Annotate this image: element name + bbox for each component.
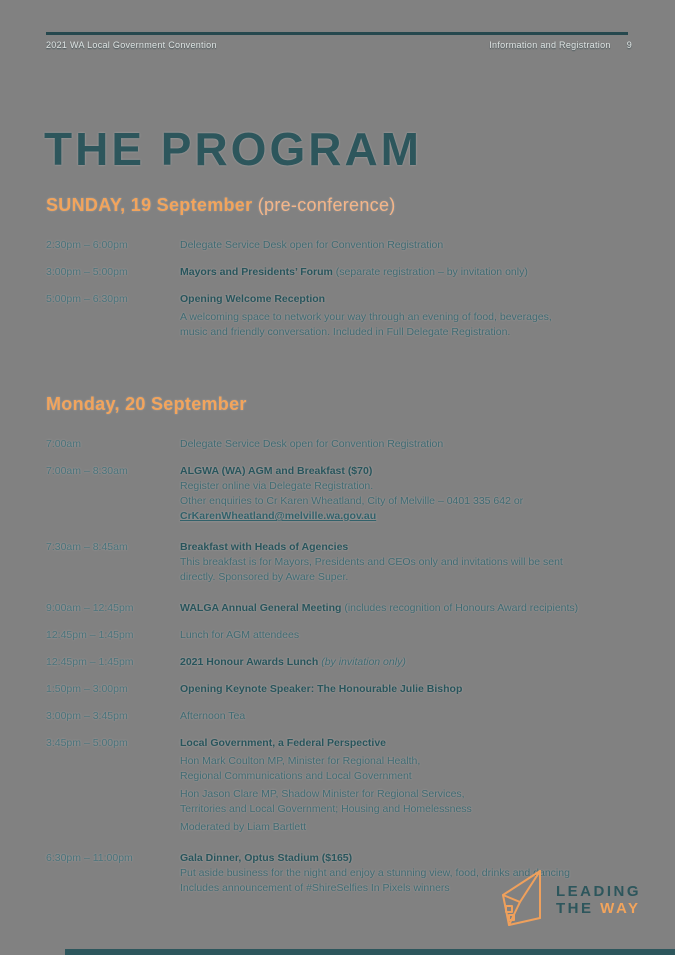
header-right-group bbox=[489, 40, 632, 50]
event-title: Opening Welcome Reception bbox=[180, 293, 326, 305]
event-title: Gala Dinner, Optus Stadium ($165) bbox=[180, 852, 353, 864]
event-description-line: Hon Jason Clare MP, Shadow Minister for Regional Services, bbox=[180, 788, 465, 800]
schedule-row bbox=[46, 238, 632, 253]
header-right-text: Information and Registration bbox=[489, 40, 611, 50]
event-text: Delegate Service Desk open for Convention Registration bbox=[180, 438, 444, 450]
schedule-content bbox=[46, 195, 632, 912]
header-left-text: 2021 WA Local Government Convention bbox=[46, 40, 217, 50]
event-description-line: Other enquiries to Cr Karen Wheatland, City of Melville – 0401 335 642 or bbox=[180, 495, 524, 507]
leading-the-way-logo-icon bbox=[496, 868, 548, 931]
page-title: THE PROGRAM bbox=[44, 123, 422, 175]
event-time: 12:45pm – 1:45pm bbox=[46, 656, 134, 668]
schedule-row bbox=[46, 292, 632, 340]
event-title: Mayors and Presidents’ Forum bbox=[180, 266, 333, 278]
schedule-row bbox=[46, 628, 632, 643]
event-time: 2:30pm – 6:00pm bbox=[46, 239, 128, 251]
event-time: 3:00pm – 5:00pm bbox=[46, 266, 128, 278]
event-description-line: music and friendly conversation. Included in Full Delegate Registration. bbox=[180, 326, 511, 338]
event-description-line: Register online via Delegate Registration. bbox=[180, 480, 374, 492]
event-title: Local Government, a Federal Perspective bbox=[180, 737, 387, 749]
schedule-row bbox=[46, 709, 632, 724]
page-header bbox=[46, 40, 632, 50]
event-text: Lunch for AGM attendees bbox=[180, 629, 300, 641]
section-heading-monday bbox=[46, 394, 632, 415]
event-title-suffix: (by invitation only) bbox=[318, 656, 406, 668]
event-time: 6:30pm – 11:00pm bbox=[46, 852, 133, 864]
logo-text bbox=[556, 883, 641, 917]
event-time: 7:30am – 8:45am bbox=[46, 541, 128, 553]
logo-the: THE bbox=[556, 899, 601, 917]
event-title: Breakfast with Heads of Agencies bbox=[180, 541, 349, 553]
footer-logo bbox=[496, 868, 641, 931]
event-description-line: A welcoming space to network your way through an evening of food, beverages, bbox=[180, 311, 552, 323]
logo-way: WAY bbox=[600, 899, 641, 917]
section-gap bbox=[46, 356, 632, 394]
schedule-row bbox=[46, 736, 632, 835]
event-time: 9:00am – 12:45pm bbox=[46, 602, 134, 614]
event-description-line: directly. Sponsored by Aware Super. bbox=[180, 571, 349, 583]
event-description-line: Put aside business for the night and enjoy a stunning view, food, drinks and dancing bbox=[180, 867, 570, 879]
sunday-heading-bold: SUNDAY, 19 September bbox=[46, 195, 253, 215]
event-title-suffix: (includes recognition of Honours Award recipients) bbox=[341, 602, 579, 614]
event-time: 3:00pm – 3:45pm bbox=[46, 710, 128, 722]
schedule-row bbox=[46, 464, 632, 524]
schedule-row bbox=[46, 540, 632, 585]
event-description-line: Regional Communications and Local Government bbox=[180, 770, 412, 782]
event-time: 3:45pm – 5:00pm bbox=[46, 737, 128, 749]
event-description-line: Moderated by Liam Bartlett bbox=[180, 821, 307, 833]
schedule-row bbox=[46, 655, 632, 670]
event-time: 7:00am – 8:30am bbox=[46, 465, 128, 477]
event-description-line: This breakfast is for Mayors, Presidents and CEOs only and invitations will be sent bbox=[180, 556, 563, 568]
schedule-row bbox=[46, 682, 632, 697]
sunday-heading-suffix: (pre-conference) bbox=[252, 195, 396, 215]
email-link[interactable]: CrKarenWheatland@melville.wa.gov.au bbox=[180, 510, 377, 522]
event-description-line: Includes announcement of #ShireSelfies In Pixels winners bbox=[180, 882, 450, 894]
event-time: 1:50pm – 3:00pm bbox=[46, 683, 128, 695]
event-description-line: Territories and Local Government; Housing and Homelessness bbox=[180, 803, 472, 815]
bottom-bar bbox=[65, 949, 675, 955]
logo-line1: LEADING bbox=[556, 882, 641, 900]
event-text: Delegate Service Desk open for Convention Registration bbox=[180, 239, 444, 251]
event-title-suffix: (separate registration – by invitation only) bbox=[332, 266, 528, 278]
event-title: 2021 Honour Awards Lunch bbox=[180, 656, 319, 668]
event-title: WALGA Annual General Meeting bbox=[180, 602, 342, 614]
section-heading-sunday bbox=[46, 195, 632, 216]
monday-heading-bold: Monday, 20 September bbox=[46, 394, 247, 414]
schedule-row bbox=[46, 437, 632, 452]
event-time: 5:00pm – 6:30pm bbox=[46, 293, 128, 305]
page-number: 9 bbox=[626, 40, 632, 50]
event-text: Afternoon Tea bbox=[180, 710, 246, 722]
event-time: 7:00am bbox=[46, 438, 82, 450]
event-time: 12:45pm – 1:45pm bbox=[46, 629, 134, 641]
event-description-line: Hon Mark Coulton MP, Minister for Regional Health, bbox=[180, 755, 421, 767]
schedule-row bbox=[46, 601, 632, 616]
schedule-row bbox=[46, 265, 632, 280]
event-title: ALGWA (WA) AGM and Breakfast ($70) bbox=[180, 465, 373, 477]
header-rule bbox=[46, 32, 628, 35]
event-title: Opening Keynote Speaker: The Honourable Julie Bishop bbox=[180, 683, 463, 695]
